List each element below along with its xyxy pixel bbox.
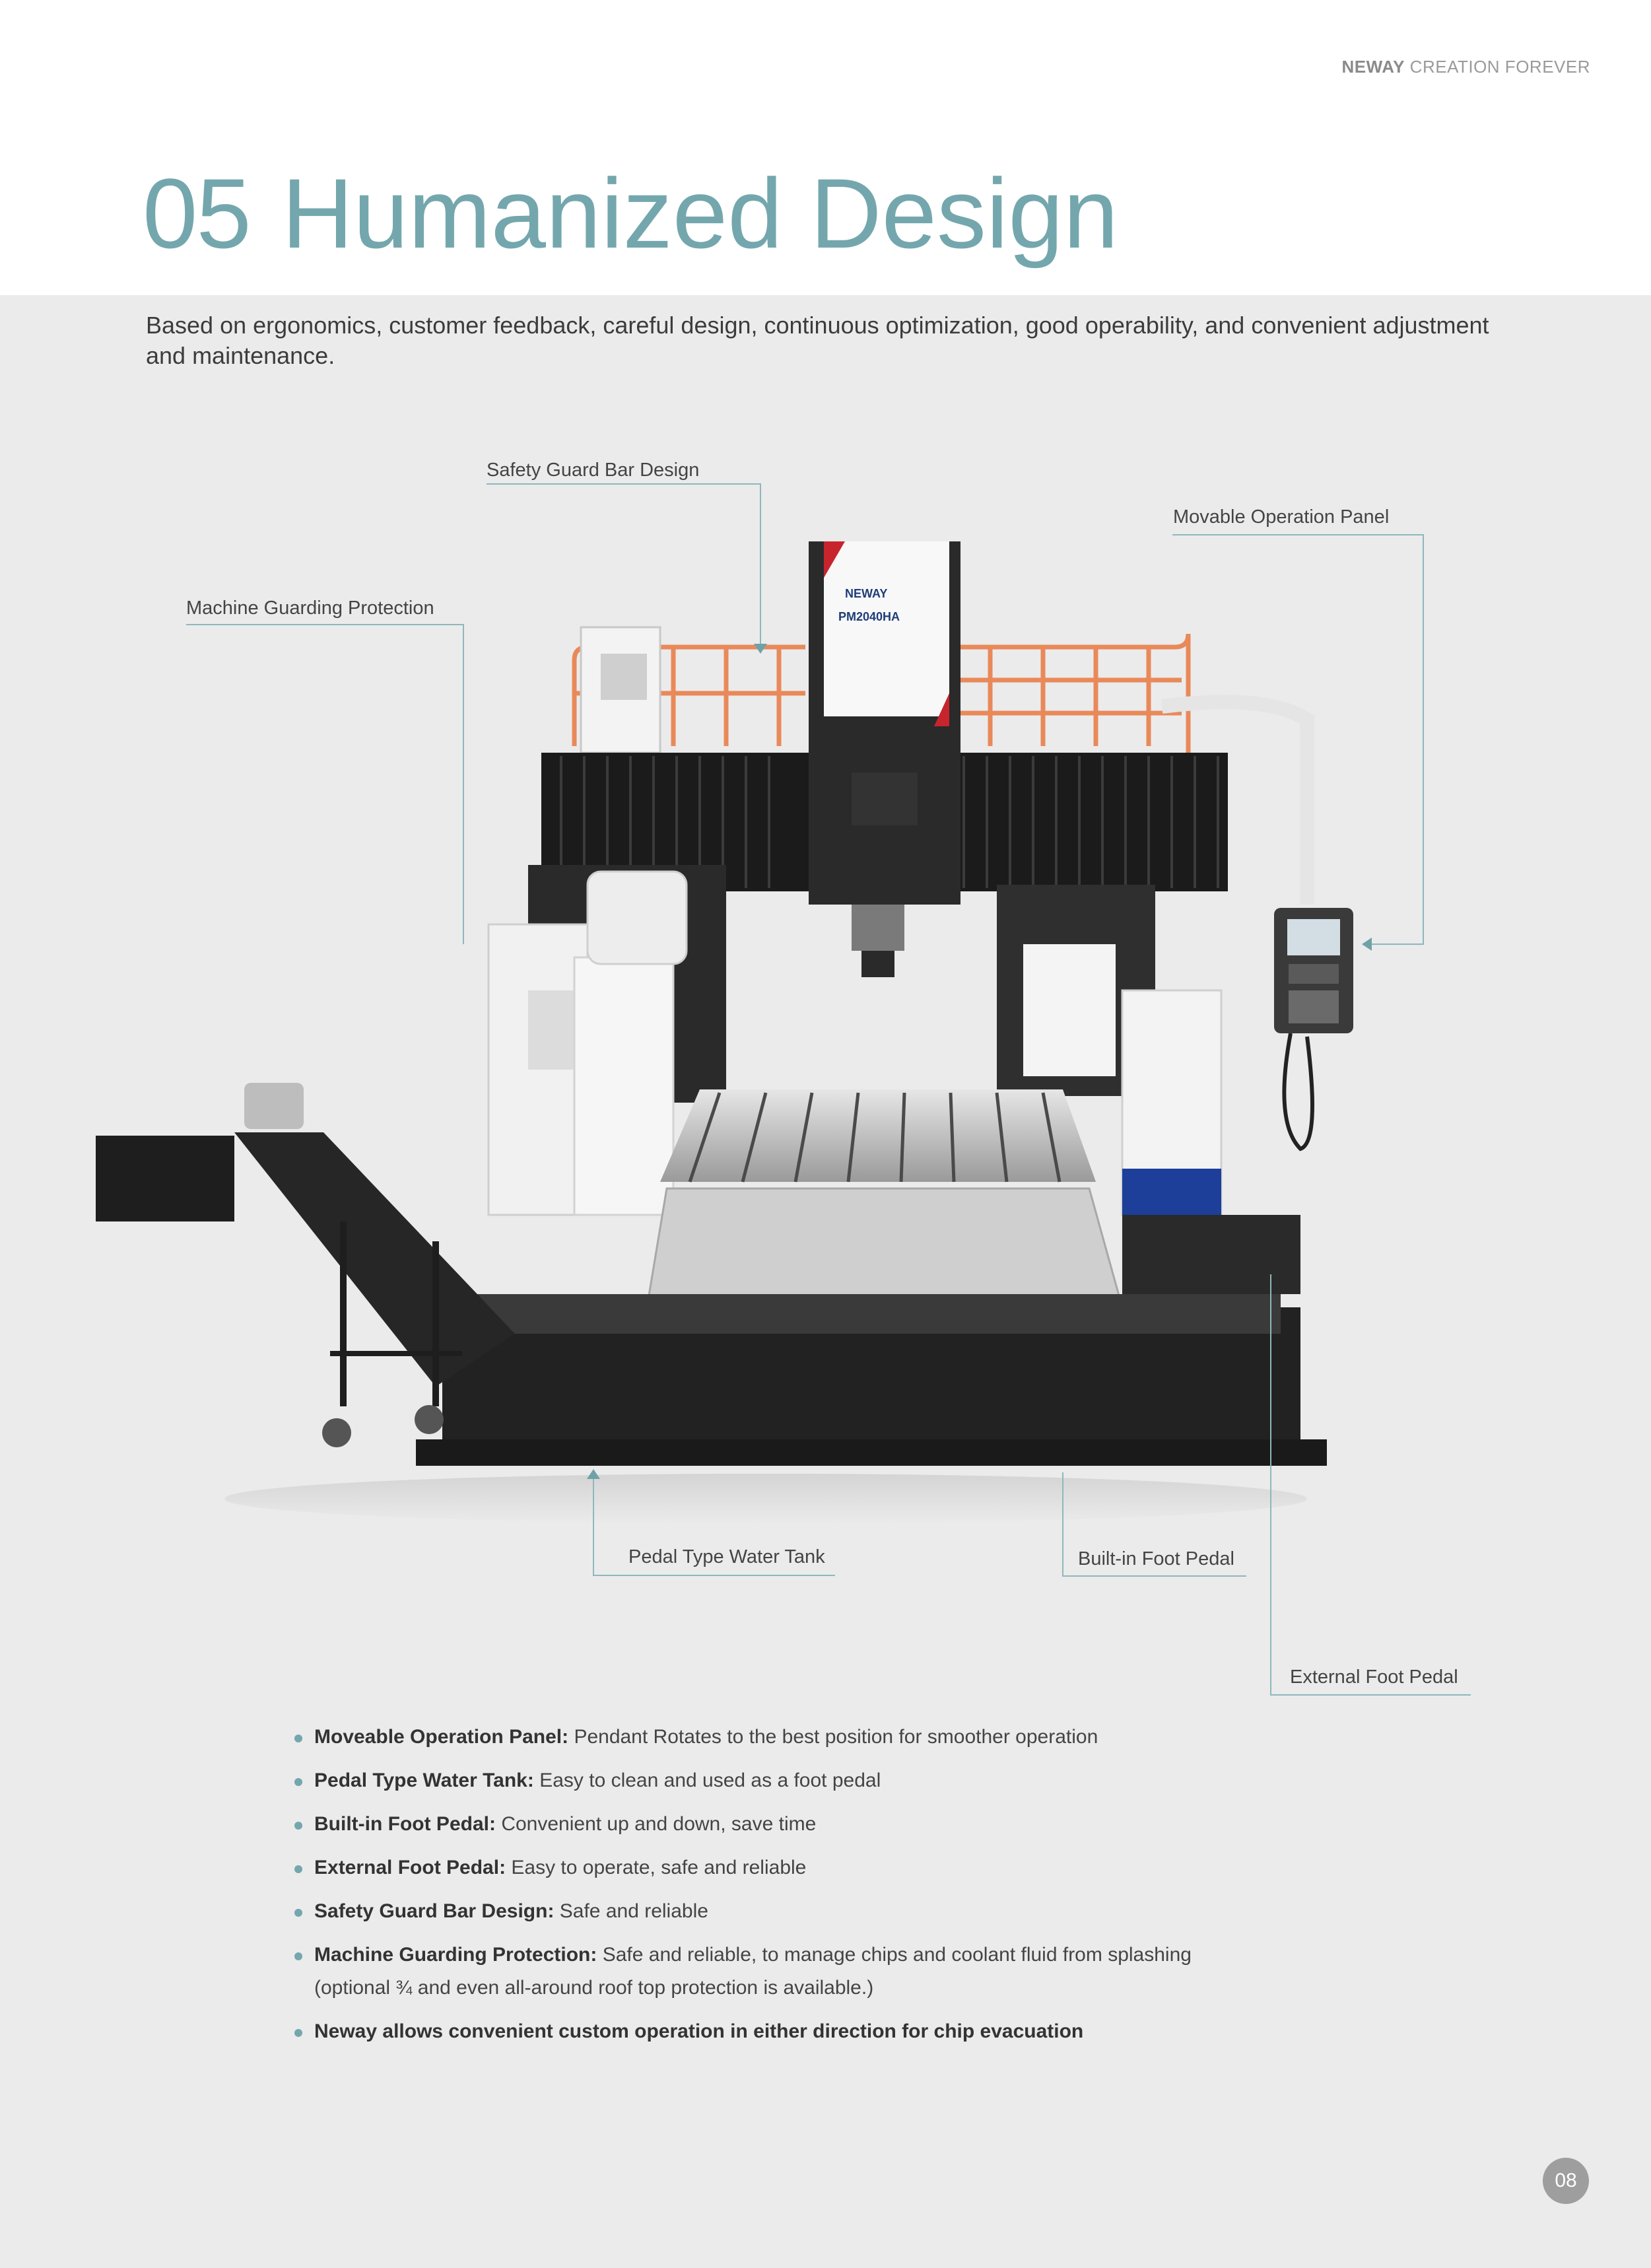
- machine-brand-label: NEWAY: [845, 587, 888, 600]
- feature-text: Easy to clean and used as a foot pedal: [539, 1770, 881, 1791]
- feature-text: Easy to operate, safe and reliable: [511, 1857, 807, 1878]
- feature-label: Neway allows convenient custom operation in either direction for chip evacuation: [314, 2020, 1084, 2042]
- brand-name: NEWAY: [1341, 57, 1405, 77]
- intro-paragraph: Based on ergonomics, customer feedback, careful design, continuous optimization, good operability, and convenient adjustment and maintenance.: [146, 312, 1489, 369]
- callout-external-pedal: External Foot Pedal: [1290, 1667, 1458, 1688]
- feature-list: [294, 1721, 1549, 2059]
- callout-water-tank: Pedal Type Water Tank: [628, 1546, 825, 1567]
- list-item: [294, 1939, 1549, 2005]
- feature-text: Safe and reliable, to manage chips and coolant fluid from splashing: [602, 1944, 1192, 1966]
- list-item: [294, 1895, 1549, 1928]
- page-number: 08: [1543, 2158, 1589, 2204]
- section-title: Humanized Design: [281, 158, 1119, 269]
- feature-label: Built-in Foot Pedal:: [314, 1813, 496, 1835]
- list-item: [294, 1808, 1549, 1841]
- feature-text: Pendant Rotates to the best position for smoother operation: [574, 1726, 1098, 1748]
- callout-machine-guarding: Machine Guarding Protection: [186, 598, 434, 619]
- list-item: [294, 1721, 1549, 1754]
- callout-safety-guard: Safety Guard Bar Design: [487, 460, 700, 481]
- machine-model-label: PM2040HA: [838, 610, 900, 623]
- feature-label: Safety Guard Bar Design:: [314, 1900, 555, 1922]
- feature-text: Safe and reliable: [559, 1900, 708, 1922]
- feature-label: Pedal Type Water Tank:: [314, 1770, 534, 1791]
- brand-slogan: CREATION FOREVER: [1409, 57, 1590, 77]
- list-item: [294, 2015, 1549, 2048]
- list-item: [294, 1851, 1549, 1884]
- callout-builtin-pedal: Built-in Foot Pedal: [1078, 1548, 1234, 1569]
- callout-operation-panel: Movable Operation Panel: [1173, 506, 1390, 528]
- feature-text-continued: (optional ¾ and even all-around roof top protection is available.): [314, 1977, 874, 1999]
- list-item: [294, 1764, 1549, 1797]
- section-number: 05: [143, 158, 250, 269]
- feature-label: Machine Guarding Protection:: [314, 1944, 597, 1966]
- feature-text: Convenient up and down, save time: [501, 1813, 817, 1835]
- feature-label: External Foot Pedal:: [314, 1857, 506, 1878]
- feature-label: Moveable Operation Panel:: [314, 1726, 569, 1748]
